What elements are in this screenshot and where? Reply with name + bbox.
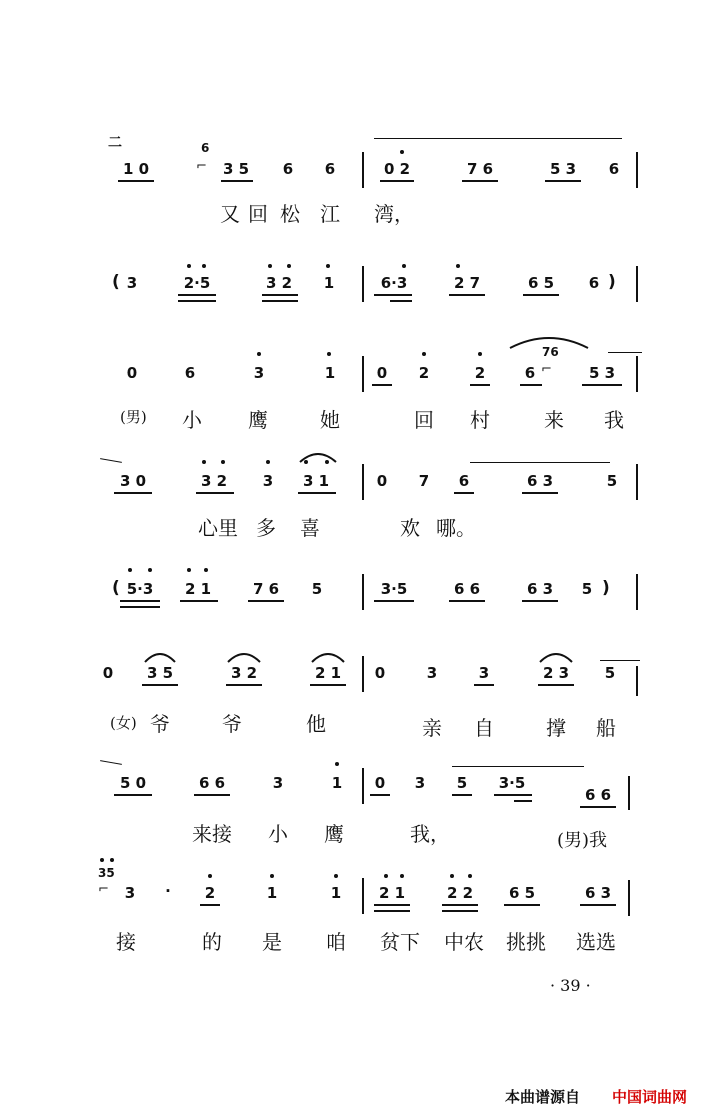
- note: 3: [414, 774, 426, 792]
- note: 0: [374, 664, 386, 682]
- tie: [600, 660, 640, 661]
- underline: [470, 384, 490, 386]
- underline: [374, 294, 412, 296]
- underline: [442, 910, 478, 912]
- lyric: 来: [544, 408, 564, 432]
- lyric: 是: [262, 930, 282, 954]
- underline: [180, 600, 218, 602]
- barline: [628, 776, 630, 810]
- octave-dot: [478, 352, 482, 356]
- note: 3: [272, 774, 284, 792]
- note: 7: [418, 472, 430, 490]
- underline: [538, 684, 574, 686]
- slur-mark: ⌐: [98, 882, 109, 897]
- underline: [449, 600, 485, 602]
- lyric: 她: [320, 408, 340, 432]
- underline: [390, 300, 412, 302]
- note: 1: [331, 774, 343, 792]
- lyric: 喜: [300, 516, 320, 540]
- paren: (: [112, 578, 120, 598]
- lyric: 亲: [422, 716, 442, 740]
- octave-dot: [456, 264, 460, 268]
- underline: [262, 300, 298, 302]
- tie: [608, 352, 642, 353]
- slur: [374, 138, 622, 139]
- note: 1: [323, 274, 335, 292]
- note: 6 3: [526, 580, 554, 598]
- note: 2: [204, 884, 216, 902]
- note: 0: [376, 364, 388, 382]
- octave-dot: [422, 352, 426, 356]
- octave-dot: [204, 568, 208, 572]
- note: 3: [262, 472, 274, 490]
- underline: [449, 294, 485, 296]
- octave-dot: [187, 568, 191, 572]
- note: 3 5: [146, 664, 174, 682]
- note: 6: [282, 160, 294, 178]
- underline: [114, 794, 152, 796]
- barline: [636, 152, 638, 188]
- underline: [454, 492, 474, 494]
- note: 3: [124, 884, 136, 902]
- octave-dot: [287, 264, 291, 268]
- note: 6: [458, 472, 470, 490]
- underline: [226, 684, 262, 686]
- note: 1 0: [122, 160, 150, 178]
- lyric: 多: [256, 516, 276, 540]
- underline: [194, 794, 230, 796]
- note: 3: [426, 664, 438, 682]
- note: 5 3: [588, 364, 616, 382]
- note: 2 1: [184, 580, 212, 598]
- octave-dot: [268, 264, 272, 268]
- paren: ): [608, 272, 616, 292]
- lyric: 松: [280, 202, 300, 226]
- note: 1: [330, 884, 342, 902]
- slur-mark: ⌐: [541, 362, 552, 377]
- lyric: 心里: [198, 516, 238, 540]
- underline: [221, 180, 253, 182]
- note: 5: [456, 774, 468, 792]
- octave-dot: [202, 264, 206, 268]
- barline: [362, 266, 364, 302]
- slur: [310, 648, 346, 664]
- tie: [100, 458, 122, 463]
- octave-dot: [334, 874, 338, 878]
- note: 2: [474, 364, 486, 382]
- note: 6 5: [508, 884, 536, 902]
- grace-note: 6: [201, 141, 210, 155]
- barline: [362, 656, 364, 692]
- note: 0: [376, 472, 388, 490]
- octave-dot: [202, 460, 206, 464]
- octave-dot: [384, 874, 388, 878]
- note: 1: [266, 884, 278, 902]
- note: 3 2: [265, 274, 293, 292]
- lyric: 咱: [326, 930, 346, 954]
- note: 3 5: [222, 160, 250, 178]
- lyric: 欢: [400, 516, 420, 540]
- underline: [580, 904, 616, 906]
- underline: [178, 300, 216, 302]
- octave-dot: [325, 460, 329, 464]
- note: 6·3: [380, 274, 408, 292]
- lyric: 接: [116, 930, 136, 954]
- lyric: 他: [306, 712, 326, 736]
- note: 6: [324, 160, 336, 178]
- repeat-mark: 二: [108, 135, 122, 151]
- underline: [200, 904, 220, 906]
- barline: [362, 356, 364, 392]
- note: 6 6: [584, 786, 612, 804]
- octave-dot: [148, 568, 152, 572]
- lyric: 鹰: [324, 822, 344, 846]
- underline: [474, 684, 494, 686]
- octave-dot: [326, 264, 330, 268]
- underline: [248, 600, 284, 602]
- lyric: 哪。: [436, 516, 476, 540]
- note: 5: [581, 580, 593, 598]
- octave-dot: [187, 264, 191, 268]
- note: 3 2: [200, 472, 228, 490]
- barline: [628, 880, 630, 916]
- underline: [120, 606, 160, 608]
- paren: (: [112, 272, 120, 292]
- lyric: 自: [474, 716, 494, 740]
- barline: [362, 878, 364, 914]
- octave-dot: [402, 264, 406, 268]
- underline: [520, 384, 542, 386]
- lyric: 爷: [150, 712, 170, 736]
- lyric: 贫下: [380, 930, 420, 954]
- octave-dot: [400, 150, 404, 154]
- underline: [380, 180, 414, 182]
- barline: [636, 574, 638, 610]
- underline: [514, 800, 532, 802]
- note: 6: [608, 160, 620, 178]
- note: 3: [253, 364, 265, 382]
- underline: [522, 600, 558, 602]
- tie: [100, 760, 122, 765]
- underline: [262, 294, 298, 296]
- underline: [462, 180, 498, 182]
- note: 6 5: [527, 274, 555, 292]
- lyric: 回: [248, 202, 268, 226]
- note: ·: [165, 882, 171, 900]
- note: 6 3: [526, 472, 554, 490]
- octave-dot: [335, 762, 339, 766]
- lyric: 湾，: [374, 202, 414, 226]
- barline: [636, 464, 638, 500]
- octave-dot: [400, 874, 404, 878]
- note: 2 3: [542, 664, 570, 682]
- lyric: 我: [604, 408, 624, 432]
- underline: [178, 294, 216, 296]
- note: 5: [311, 580, 323, 598]
- octave-dot: [304, 460, 308, 464]
- singer-label: (女): [110, 714, 137, 732]
- slur: [143, 648, 177, 664]
- underline: [494, 794, 532, 796]
- lyric: 挑挑: [506, 930, 546, 954]
- lyric: 爷: [222, 712, 242, 736]
- note: 0: [374, 774, 386, 792]
- lyric: 我，: [410, 822, 450, 846]
- barline: [636, 666, 638, 696]
- slur-mark: ⌐: [196, 159, 207, 174]
- note: 3·5: [498, 774, 526, 792]
- lyric: 回: [414, 408, 434, 432]
- lyric: (男)我: [556, 830, 608, 851]
- note: 3 1: [302, 472, 330, 490]
- octave-dot: [208, 874, 212, 878]
- note: 3: [478, 664, 490, 682]
- underline: [142, 684, 178, 686]
- octave-dot: [450, 874, 454, 878]
- underline: [523, 294, 559, 296]
- note: 6 3: [584, 884, 612, 902]
- barline: [362, 152, 364, 188]
- lyric: 船: [596, 716, 616, 740]
- note: 1: [324, 364, 336, 382]
- octave-dot: [110, 858, 114, 862]
- note: 6: [524, 364, 536, 382]
- octave-dot: [270, 874, 274, 878]
- lyric: 村: [470, 408, 490, 432]
- singer-label: (男): [120, 408, 147, 426]
- lyric: 又: [220, 202, 240, 226]
- underline: [452, 794, 472, 796]
- underline: [114, 492, 152, 494]
- lyric: 鹰: [248, 408, 268, 432]
- underline: [372, 384, 392, 386]
- note: 5 0: [119, 774, 147, 792]
- underline: [310, 684, 346, 686]
- underline: [374, 600, 414, 602]
- note: 5·3: [126, 580, 154, 598]
- octave-dot: [100, 858, 104, 862]
- footer-site-link[interactable]: 中国词曲网: [612, 1088, 688, 1106]
- underline: [522, 492, 558, 494]
- underline: [370, 794, 390, 796]
- lyric: 选选: [576, 930, 616, 954]
- underline: [374, 904, 410, 906]
- note: 3 2: [230, 664, 258, 682]
- note: 7 6: [466, 160, 494, 178]
- octave-dot: [266, 460, 270, 464]
- paren: ): [602, 578, 610, 598]
- note: 2 2: [446, 884, 474, 902]
- lyric: 小: [182, 408, 202, 432]
- note: 6 6: [198, 774, 226, 792]
- octave-dot: [257, 352, 261, 356]
- note: 6: [184, 364, 196, 382]
- underline: [118, 180, 154, 182]
- underline: [582, 384, 622, 386]
- octave-dot: [468, 874, 472, 878]
- note: 0: [102, 664, 114, 682]
- barline: [362, 574, 364, 610]
- note: 5 3: [549, 160, 577, 178]
- note: 0: [126, 364, 138, 382]
- note: 2·5: [183, 274, 211, 292]
- lyric: 小: [268, 822, 288, 846]
- grace-note: 35: [98, 866, 115, 880]
- lyric: 来接: [192, 822, 232, 846]
- underline: [442, 904, 478, 906]
- barline: [636, 266, 638, 302]
- note: 2 1: [378, 884, 406, 902]
- underline: [298, 492, 336, 494]
- lyric: 江: [320, 202, 340, 226]
- octave-dot: [128, 568, 132, 572]
- note: 5: [604, 664, 616, 682]
- underline: [545, 180, 581, 182]
- barline: [362, 768, 364, 804]
- slur: [470, 462, 610, 463]
- slur: [538, 648, 574, 664]
- underline: [580, 806, 616, 808]
- note: 5: [606, 472, 618, 490]
- underline: [504, 904, 540, 906]
- note: 7 6: [252, 580, 280, 598]
- note: 3 0: [119, 472, 147, 490]
- note: 2: [418, 364, 430, 382]
- octave-dot: [221, 460, 225, 464]
- slur: [452, 766, 584, 767]
- underline: [120, 600, 160, 602]
- note: 6 6: [453, 580, 481, 598]
- grace-note: 76: [542, 345, 559, 359]
- page-number: · 39 ·: [550, 976, 591, 995]
- slur: [226, 648, 262, 664]
- note: 2 1: [314, 664, 342, 682]
- note: 6: [588, 274, 600, 292]
- note: 3: [126, 274, 138, 292]
- lyric: 中农: [444, 930, 484, 954]
- lyric: 撑: [546, 716, 566, 740]
- underline: [374, 910, 410, 912]
- footer-source-text: 本曲谱源自: [505, 1088, 581, 1106]
- octave-dot: [327, 352, 331, 356]
- barline: [636, 356, 638, 392]
- lyric: 的: [202, 930, 222, 954]
- underline: [196, 492, 234, 494]
- note: 3·5: [380, 580, 408, 598]
- barline: [362, 464, 364, 500]
- note: 2 7: [453, 274, 481, 292]
- note: 0 2: [383, 160, 411, 178]
